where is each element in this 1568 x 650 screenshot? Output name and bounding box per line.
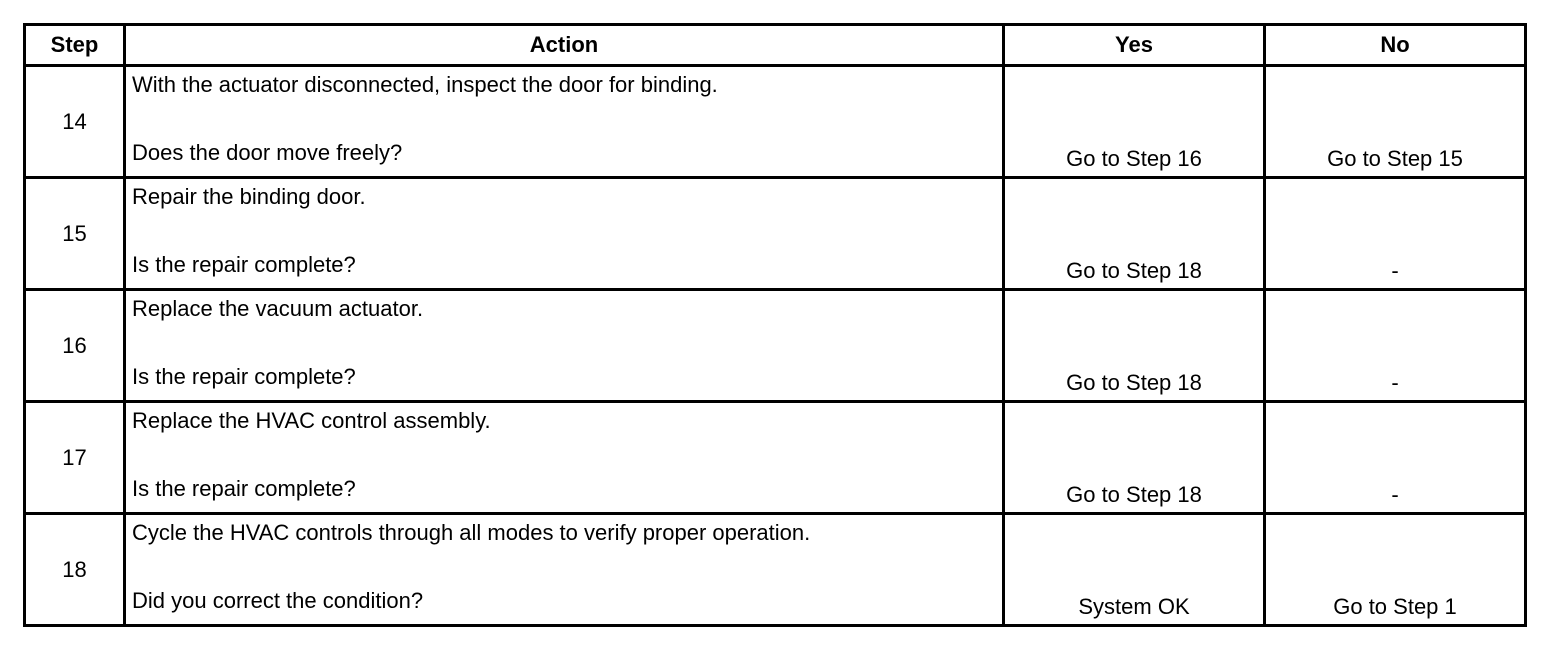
action-text: Replace the vacuum actuator. xyxy=(132,296,424,321)
action-cell xyxy=(125,290,1004,402)
action-question: Did you correct the condition? xyxy=(132,588,424,613)
action-text: Replace the HVAC control assembly. xyxy=(132,408,491,433)
no-result: - xyxy=(1265,402,1526,514)
header-yes: Yes xyxy=(1004,25,1265,66)
step-number: 18 xyxy=(25,514,125,626)
no-result: - xyxy=(1265,178,1526,290)
yes-result: Go to Step 18 xyxy=(1004,402,1265,514)
action-question: Does the door move freely? xyxy=(132,140,403,165)
yes-result: System OK xyxy=(1004,514,1265,626)
header-row xyxy=(25,25,1526,66)
action-cell xyxy=(125,402,1004,514)
header-action: Action xyxy=(125,25,1004,66)
header-step: Step xyxy=(25,25,125,66)
action-cell xyxy=(125,66,1004,178)
step-number: 14 xyxy=(25,66,125,178)
action-cell xyxy=(125,514,1004,626)
table-row xyxy=(25,290,1526,402)
no-result: - xyxy=(1265,290,1526,402)
action-text: Cycle the HVAC controls through all modes to verify proper operation. xyxy=(132,520,811,545)
diagnostic-table xyxy=(23,23,1527,627)
step-number: 17 xyxy=(25,402,125,514)
action-question: Is the repair complete? xyxy=(132,252,356,277)
table-row xyxy=(25,66,1526,178)
action-question: Is the repair complete? xyxy=(132,364,356,389)
yes-result: Go to Step 18 xyxy=(1004,290,1265,402)
yes-result: Go to Step 16 xyxy=(1004,66,1265,178)
no-result: Go to Step 15 xyxy=(1265,66,1526,178)
no-result: Go to Step 1 xyxy=(1265,514,1526,626)
action-cell xyxy=(125,178,1004,290)
table-row xyxy=(25,178,1526,290)
table-row xyxy=(25,402,1526,514)
action-question: Is the repair complete? xyxy=(132,476,356,501)
step-number: 15 xyxy=(25,178,125,290)
table-row xyxy=(25,514,1526,626)
yes-result: Go to Step 18 xyxy=(1004,178,1265,290)
action-text: With the actuator disconnected, inspect the door for binding. xyxy=(132,72,718,97)
action-text: Repair the binding door. xyxy=(132,184,366,209)
step-number: 16 xyxy=(25,290,125,402)
header-no: No xyxy=(1265,25,1526,66)
